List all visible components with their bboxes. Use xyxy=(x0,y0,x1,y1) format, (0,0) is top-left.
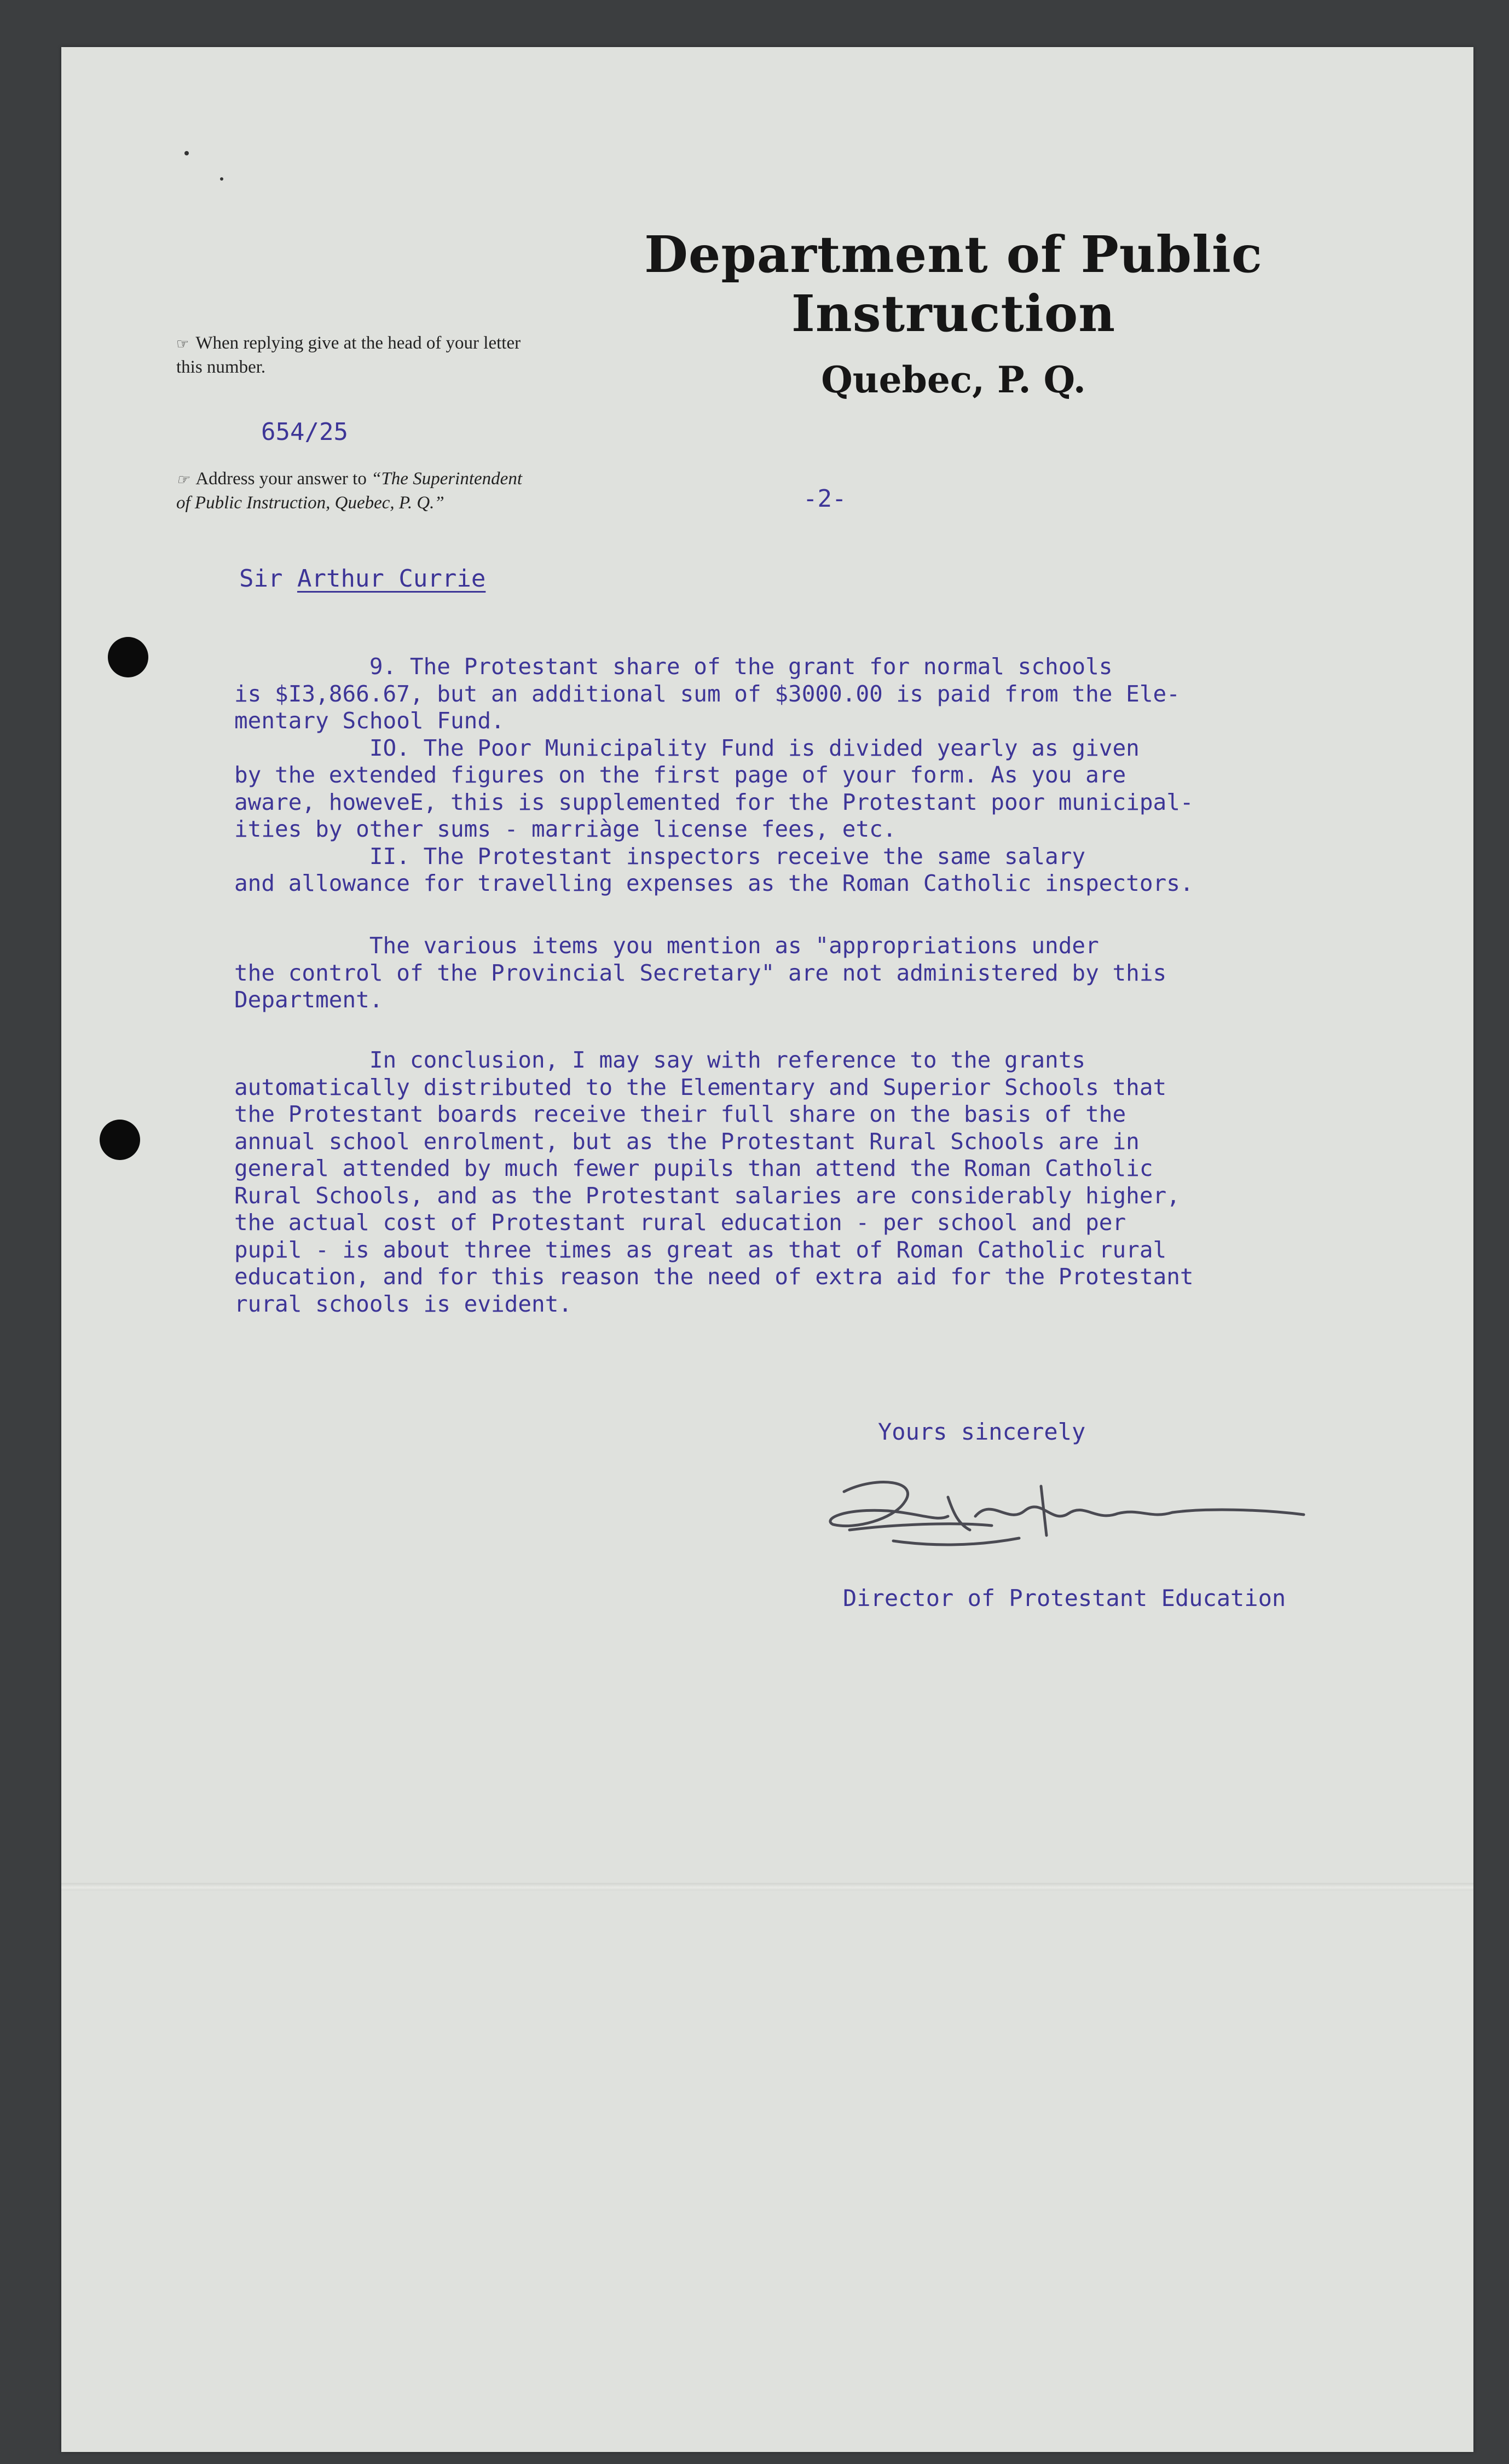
paper-speck xyxy=(220,177,223,181)
addressee-prefix: Sir xyxy=(239,565,297,593)
closing-salutation: Yours sincerely xyxy=(878,1418,1086,1445)
handwritten-signature xyxy=(811,1464,1331,1563)
punch-hole-lower xyxy=(100,1120,140,1160)
address-instruction-note xyxy=(176,467,527,514)
conclusion-paragraph: In conclusion, I may say with reference to the grants automatically distributed to the Elementary and Superior Schools that the Protestant boards receive their full share on the basis of the annual school enrolment, but as the Protestant Rural Schools are in general attended by much fewer pupils than attend the Roman Catholic Rural Schools, and as the Protestant salaries are considerably higher, the actual cost of Protestant rural education - per school and per pupil - is about three times as great as that of Roman Catholic rural education, and for this reason the need of extra aid for the Protestant rural schools is evident. xyxy=(234,1047,1194,1317)
page-number: -2- xyxy=(803,485,847,513)
addressee-name: Arthur Currie xyxy=(297,565,486,593)
addressee-line xyxy=(239,565,485,593)
pointing-hand-icon: ☞ xyxy=(176,336,188,352)
letterhead-city: Quebec, P. Q. xyxy=(821,358,1086,401)
pointing-hand-icon: ☞ xyxy=(176,472,188,488)
paper-fold-line xyxy=(61,1883,1473,1891)
reference-number: 654/25 xyxy=(261,418,348,446)
address-text: “The Superintendent of Public Instruction, Quebec, P. Q.” xyxy=(176,469,522,513)
reply-instruction-text: When replying give at the head of your letter this number. xyxy=(176,333,521,377)
letter-page xyxy=(61,47,1473,2452)
appropriations-paragraph: The various items you mention as "appropriations under the control of the Provincial Secretary" are not administered by this Department. xyxy=(234,932,1167,1013)
letterhead xyxy=(488,225,1419,401)
signatory-title: Director of Protestant Education xyxy=(843,1585,1286,1611)
numbered-items-paragraph: 9. The Protestant share of the grant for normal schools is $I3,866.67, but an additional sum of $3000.00 is paid from the Ele- mentary School Fund. IO. The Poor Municipality Fund is divided yearly as given by the extended figures on the first page of your form. As you are aware, howeveE, this is supplemented for the Protestant poor municipal- ities by other sums - marriàge license fees, etc. II. The Protestant inspectors receive the same salary and allowance for travelling expenses as the Roman Catholic inspectors. xyxy=(234,653,1194,896)
address-label: Address your answer to xyxy=(195,469,367,489)
punch-hole-upper xyxy=(108,637,148,677)
paper-speck xyxy=(184,151,189,155)
letterhead-department: Department of Public Instruction xyxy=(644,225,1263,343)
reply-instruction-note xyxy=(176,332,527,379)
